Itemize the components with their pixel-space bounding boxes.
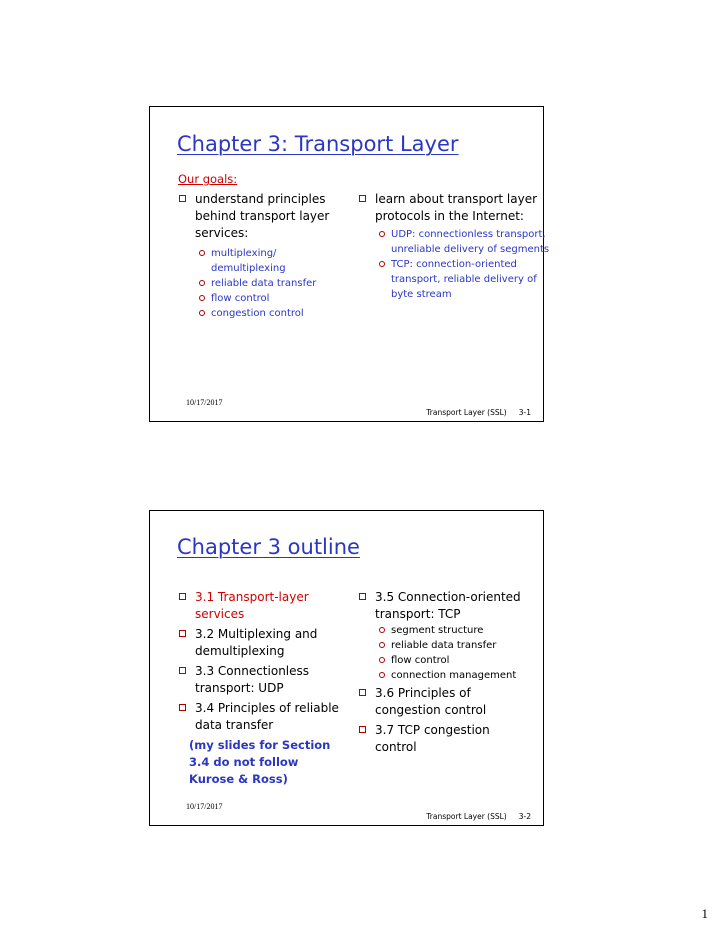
square-bullet-icon [359,195,366,202]
slide-date: 10/17/2017 [186,802,223,811]
sub-bullet-item: reliable data transfer [195,276,347,291]
bullet-item: understand principles behind transport layer services: [177,191,345,242]
circle-bullet-icon [379,642,385,648]
circle-bullet-icon [199,250,205,256]
sub-bullet-item: segment structure [375,623,537,638]
outline-item: 3.1 Transport-layer services [177,589,345,623]
outline-item: 3.7 TCP congestion control [357,722,525,756]
section-note: (my slides for Section 3.4 do not follow Kurose & Ross) [189,738,331,786]
left-column [177,191,347,321]
circle-bullet-icon [199,310,205,316]
sub-bullet-item: connection management [375,668,537,683]
outline-item: 3.2 Multiplexing and demultiplexing [177,626,355,660]
circle-bullet-icon [379,261,385,267]
slide-1 [149,106,550,422]
slide-footer [426,408,531,417]
sub-bullet-item: flow control [375,653,537,668]
slide-title: Chapter 3: Transport Layer [177,132,459,156]
sub-bullet-item: UDP: connectionless transport, unreliable delivery of segments [375,227,551,257]
sub-bullet-item: flow control [195,291,347,306]
sub-bullet-item: reliable data transfer [375,638,537,653]
square-bullet-icon [179,667,186,674]
outline-item: 3.4 Principles of reliable data transfer [177,700,355,734]
circle-bullet-icon [379,231,385,237]
footer-label: Transport Layer (SSL) [426,812,507,821]
outline-item: 3.6 Principles of congestion control [357,685,525,719]
square-bullet-icon [179,195,186,202]
sub-bullet-item: congestion control [195,306,347,321]
sub-bullet-item: multiplexing/ demultiplexing [195,246,326,276]
goals-label: Our goals: [178,172,238,186]
slide-2 [149,510,544,826]
slide-number: 3-2 [518,812,531,821]
circle-bullet-icon [199,280,205,286]
slide-title: Chapter 3 outline [177,535,360,559]
square-bullet-icon [359,726,366,733]
circle-bullet-icon [379,672,385,678]
square-bullet-icon [179,593,186,600]
sub-bullet-item: TCP: connection-oriented transport, reliable delivery of byte stream [375,257,551,302]
left-column [177,589,352,788]
square-bullet-icon [179,630,186,637]
circle-bullet-icon [379,627,385,633]
right-column [357,191,550,302]
circle-bullet-icon [379,657,385,663]
right-column [357,589,537,756]
page-number: 1 [701,906,708,921]
outline-item: 3.3 Connectionless transport: UDP [177,663,345,697]
square-bullet-icon [179,704,186,711]
slide-footer [426,812,531,821]
outline-item: 3.5 Connection-oriented transport: TCP [357,589,545,623]
footer-label: Transport Layer (SSL) [426,408,507,417]
slide-number: 3-1 [518,408,531,417]
bullet-item: learn about transport layer protocols in the Internet: [357,191,540,225]
square-bullet-icon [359,593,366,600]
circle-bullet-icon [199,295,205,301]
slide-date: 10/17/2017 [186,398,223,407]
square-bullet-icon [359,689,366,696]
